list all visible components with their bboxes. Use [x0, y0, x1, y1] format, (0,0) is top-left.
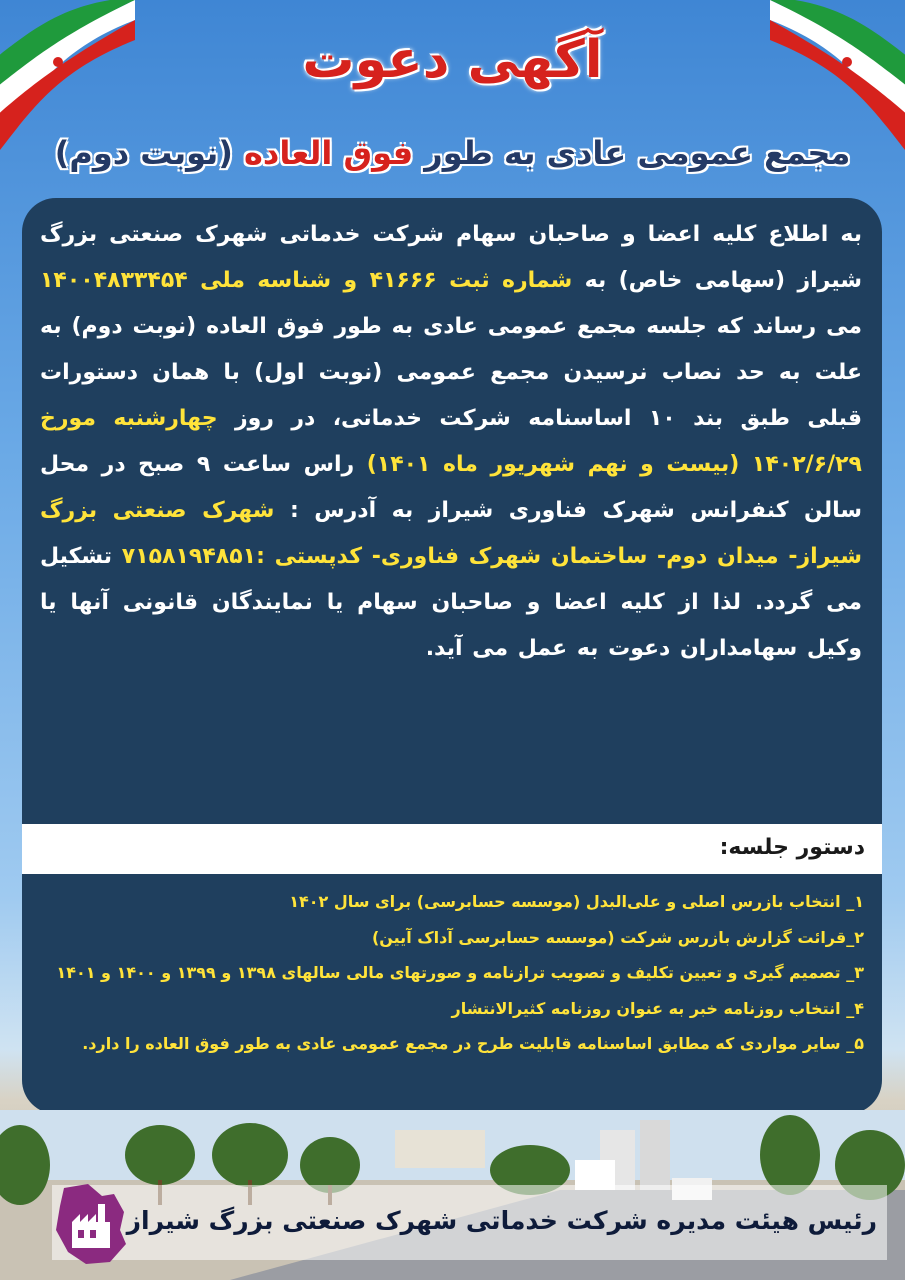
page-title: آگهی دعوت [302, 30, 603, 90]
announcement-body [40, 212, 862, 812]
meeting-address: شهرک صنعتی بزرگ شیراز- میدان دوم- ساختمان شهرک فناوری- کدپستی :۷۱۵۸۱۹۴۸۵۱ [40, 498, 862, 569]
agenda-item-5: ۵_ سایر مواردی که مطابق اساسنامه قابلیت طرح در مجمع عمومی عادی به طور فوق العاده را دارد. [82, 1034, 864, 1053]
subtitle-part-3: (نوبت دوم) [54, 134, 233, 172]
agenda-item-3: ۳_ تصمیم گیری و تعیین تکلیف و تصویب ترازنامه و صورتهای مالی سالهای ۱۳۹۸ و ۱۳۹۹ و ۱۴۰۰ و ۱۴۰۱ [56, 963, 864, 982]
agenda-item-1: ۱_ انتخاب بازرس اصلی و علی‌البدل (موسسه حسابرسی) برای سال ۱۴۰۲ [289, 892, 864, 911]
iran-map-factory-logo [50, 1182, 130, 1267]
subtitle-part-2: فوق العاده [244, 134, 414, 172]
agenda-item-2: ۲_قرائت گزارش بازرس شرکت (موسسه حسابرسی آداک آیین) [371, 927, 864, 947]
body-text-2: می رساند که جلسه مجمع عمومی عادی به طور فوق العاده (نوبت دوم) به علت به حد نصاب نرسیدن مجمع عمومی (نوبت اول) با همان دستورات قبلی طبق بند ۱۰ اساسنامه شرکت خدماتی، در روز [40, 314, 863, 431]
meeting-date: چهارشنبه مورخ ۱۴۰۲/۶/۲۹ (بیست و نهم شهریور ماه ۱۴۰۱) [40, 406, 862, 477]
agenda-list [30, 884, 864, 1062]
subtitle-part-1: مجمع عمومی عادی به طور [424, 134, 851, 172]
body-text-1: به اطلاع کلیه اعضا و صاحبان سهام شرکت خدماتی شهرک صنعتی بزرگ شیراز (سهامی خاص) به [40, 222, 862, 293]
agenda-item-4: ۴_ انتخاب روزنامه خبر به عنوان روزنامه کثیرالانتشار [451, 998, 864, 1018]
registration-info: شماره ثبت ۴۱۶۶۶ و شناسه ملی ۱۴۰۰۴۸۳۳۴۵۴ [40, 268, 573, 293]
body-text-3: راس ساعت ۹ صبح در محل سالن کنفرانس شهرک فناوری شیراز به آدرس : [40, 452, 862, 523]
body-text-4: تشکیل می گردد. لذا از کلیه اعضا و صاحبان سهام یا نمایندگان قانونی آنها یا وکیل سهامداران دعوت به عمل می آید. [40, 544, 862, 661]
page-subtitle [20, 128, 885, 178]
agenda-heading: دستور جلسه: [719, 835, 865, 860]
footer-signature: رئیس هیئت مدیره شرکت خدماتی شهرک صنعتی بزرگ شیراز [126, 1206, 877, 1235]
